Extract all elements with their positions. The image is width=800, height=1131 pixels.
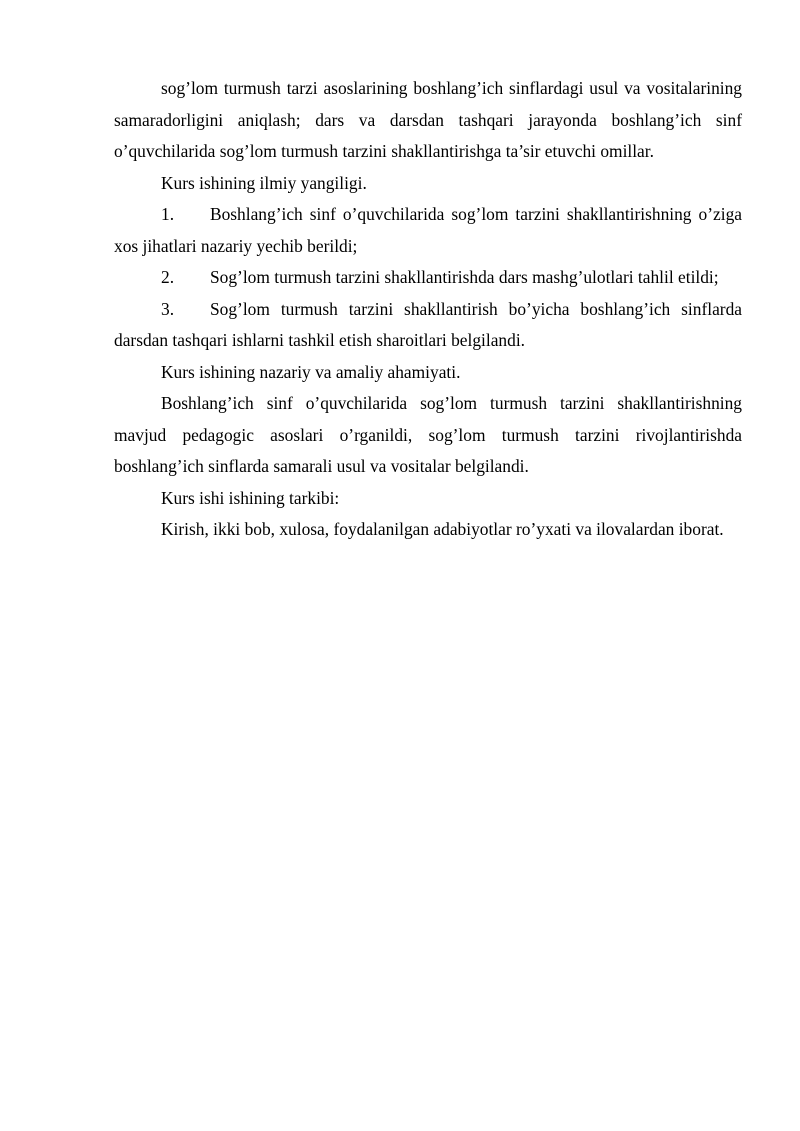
- significance-heading: Kurs ishining nazariy va amaliy ahamiyati.: [161, 361, 461, 382]
- novelty-item-2: [114, 262, 742, 294]
- novelty-heading: Kurs ishining ilmiy yangiligi.: [161, 172, 367, 193]
- intro-paragraph: sog’lom turmush tarzi asoslarining boshlang’ich sinflardagi usul va vositalarining samaradorligini aniqlash; dars va darsdan tashqari jarayonda boshlang’ich sinf o’quvchilarida sog’lom turmush tarzini shakllantirishga ta’sir etuvchi omillar.: [114, 78, 742, 161]
- list-text: Sog’lom turmush tarzini shakllantirishda dars mashg’ulotlari tahlil etildi;: [210, 267, 719, 287]
- list-number: 3.: [161, 298, 175, 319]
- document-page: [114, 73, 742, 546]
- list-number: 2.: [161, 267, 175, 287]
- novelty-item-1: [114, 199, 742, 262]
- list-number: 1.: [161, 204, 175, 224]
- structure-paragraph: Kirish, ikki bob, xulosa, foydalanilgan adabiyotlar ro’yxati va ilovalardan iborat.: [161, 519, 724, 539]
- novelty-item-3: [114, 294, 742, 357]
- significance-paragraph: Boshlang’ich sinf o’quvchilarida sog’lom turmush tarzini shakllantirishning mavjud pedagogic asoslari o’rganildi, sog’lom turmush tarzini rivojlantirishda boshlang’ich sinflarda samarali usul va vositalar belgilandi.: [114, 393, 742, 476]
- list-text: Boshlang’ich sinf o’quvchilarida sog’lom tarzini shakllantirishning o’ziga xos jihatlari nazariy yechib berildi;: [114, 204, 742, 256]
- structure-heading: Kurs ishi ishining tarkibi:: [161, 487, 340, 508]
- list-text: Sog’lom turmush tarzini shakllantirish bo’yicha boshlang’ich sinflarda darsdan tashqari ishlarni tashkil etish sharoitlari belgilandi.: [114, 298, 742, 350]
